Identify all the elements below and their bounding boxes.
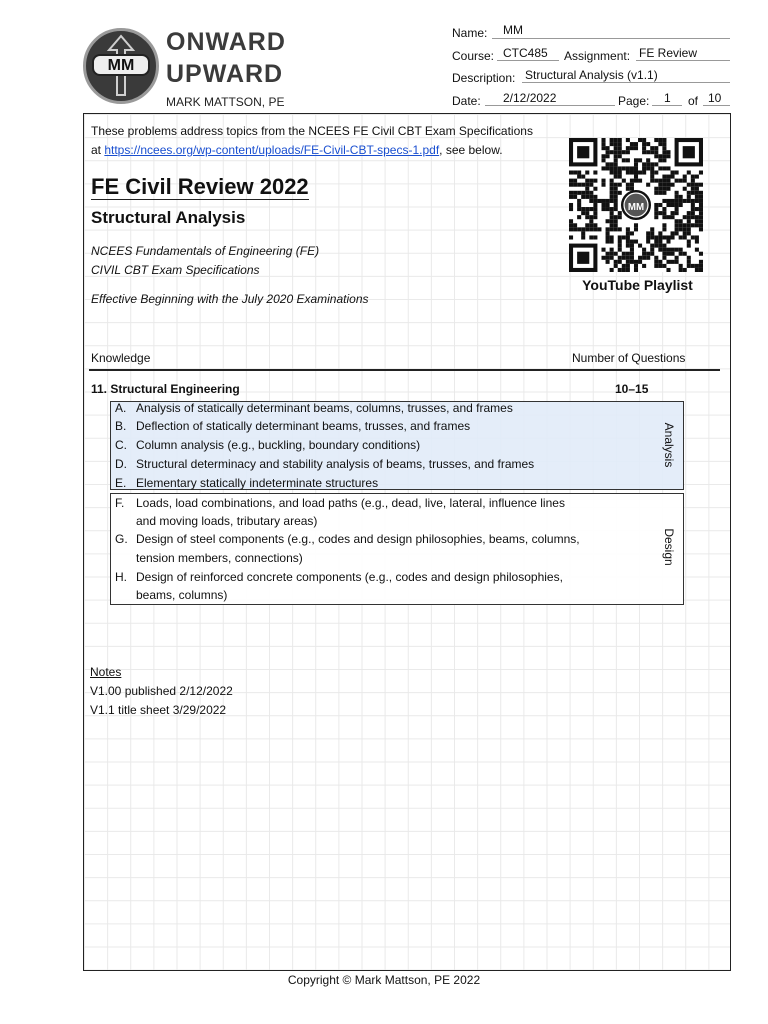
description-label: Description: [452,71,516,85]
section-questions: 10–15 [615,382,649,396]
item-text: tension members, connections) [136,551,303,565]
item-letter: H. [115,570,127,584]
analysis-label: Analysis [662,422,676,468]
item-letter: A. [115,401,127,415]
intro-line-1: These problems address topics from the NCEES FE Civil CBT Exam Specifications [91,124,533,138]
brand-subtitle: MARK MATTSON, PE [166,95,285,109]
name-value: MM [503,23,523,37]
course-value: CTC485 [503,46,548,60]
section-title: 11. Structural Engineering [91,382,240,396]
item-text: Column analysis (e.g., buckling, boundary conditions) [136,438,421,452]
logo [83,28,159,104]
specs-link[interactable]: https://ncees.org/wp-content/uploads/FE-Civil-CBT-specs-1.pdf [104,143,440,157]
copyright-footer: Copyright © Mark Mattson, PE 2022 [287,973,481,987]
assignment-label: Assignment: [564,49,631,63]
qr-center-text: MM [627,201,645,213]
name-line [492,38,730,39]
header-rule [89,369,720,371]
youtube-playlist-caption: YouTube Playlist [582,277,693,293]
item-text: Deflection of statically determinant beams, trusses, and frames [136,419,471,433]
description-line [522,82,730,83]
description-value: Structural Analysis (v1.1) [525,68,658,82]
page-subtitle: Structural Analysis [91,208,246,227]
spec-line-2: CIVIL CBT Exam Specifications [91,263,260,277]
of-line [703,105,730,106]
item-text: Structural determinacy and stability analysis of beams, trusses, and frames [136,457,535,471]
item-text: Design of reinforced concrete components (e.g., codes and design philosophies, [136,570,563,584]
assignment-value: FE Review [639,46,698,60]
item-text: Design of steel components (e.g., codes and design philosophies, beams, columns, [136,532,580,546]
item-text: Analysis of statically determinant beams, columns, trusses, and frames [136,401,513,415]
item-letter: B. [115,419,127,433]
course-line [497,60,559,61]
item-letter: F. [115,496,125,510]
brand-line-1: ONWARD [166,28,286,56]
page-title-text: FE Civil Review 2022 [91,174,309,199]
item-text: and moving loads, tributary areas) [136,514,318,528]
item-letter: G. [115,532,128,546]
notes-heading: Notes [90,665,122,679]
design-label: Design [662,528,676,566]
col-knowledge: Knowledge [91,351,151,365]
intro-line-2 [91,141,503,159]
notes-line-1: V1.00 published 2/12/2022 [90,684,233,698]
col-questions: Number of Questions [572,351,686,365]
item-letter: D. [115,457,127,471]
page-value: 1 [664,91,671,105]
name-label: Name: [452,26,488,40]
intro-suffix: , see below. [439,143,503,157]
spec-line-1: NCEES Fundamentals of Engineering (FE) [91,244,320,258]
page-title [91,174,309,200]
page-line [652,105,682,106]
intro-prefix: at [91,143,105,157]
date-value: 2/12/2022 [503,91,557,105]
date-line [485,105,615,106]
of-label: of [688,94,699,108]
logo-badge: MM [92,54,150,76]
item-letter: C. [115,438,127,452]
item-letter: E. [115,476,127,490]
notes-line-2: V1.1 title sheet 3/29/2022 [90,703,227,717]
spec-line-3: Effective Beginning with the July 2020 Examinations [91,292,369,306]
assignment-line [636,60,730,61]
analysis-group [110,401,684,490]
of-value: 10 [708,91,722,105]
brand-line-2: UPWARD [166,60,284,88]
design-group [110,493,684,605]
item-text: beams, columns) [136,588,228,602]
page-label: Page: [618,94,650,108]
item-text: Elementary statically indeterminate structures [136,476,379,490]
date-label: Date: [452,94,481,108]
course-label: Course: [452,49,495,63]
qr-code-icon [569,137,703,273]
item-text: Loads, load combinations, and load paths (e.g., dead, live, lateral, influence lines [136,496,565,510]
